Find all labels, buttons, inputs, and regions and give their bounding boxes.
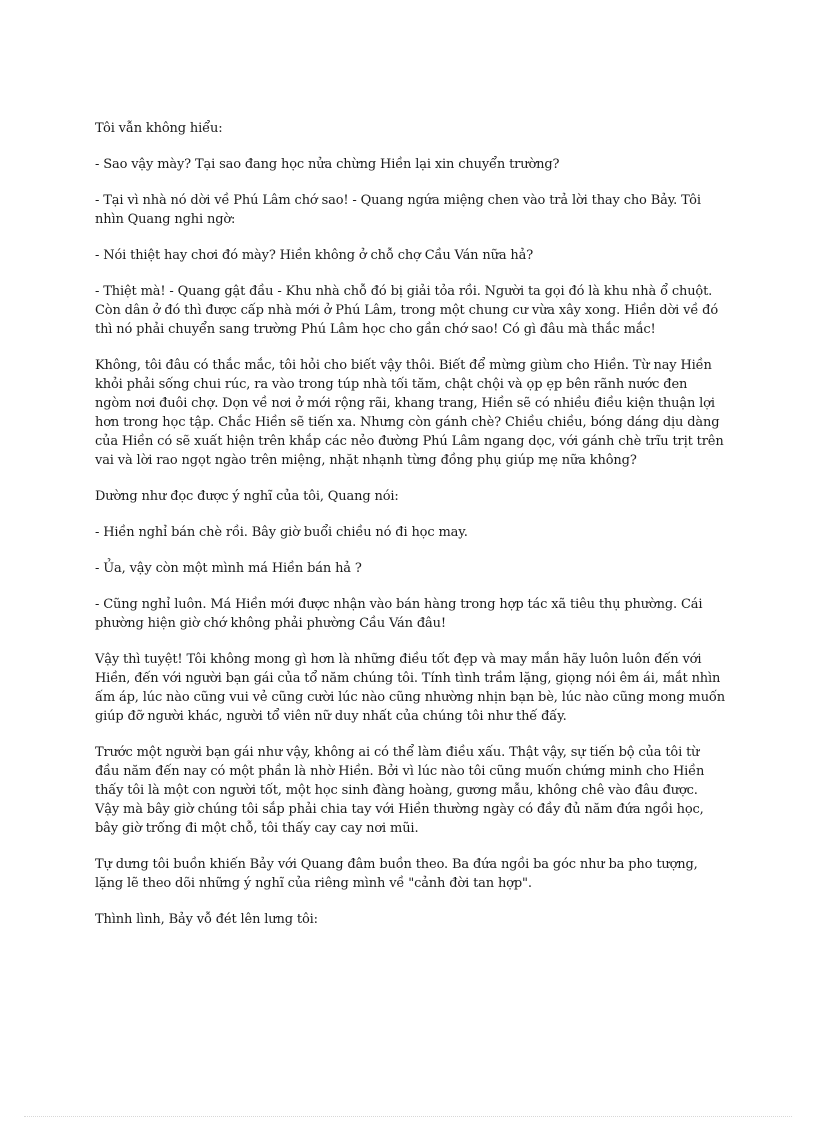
paragraph-9: - Ủa, vậy còn một mình má Hiền bán hả ?: [95, 561, 362, 576]
paragraph-2: - Sao vậy mày? Tại sao đang học nửa chừng Hiền lại xin chuyển trường?: [95, 157, 560, 172]
paragraph-7: Dường như đọc được ý nghĩ của tôi, Quang nói:: [95, 489, 399, 504]
paragraph-1: Tôi vẫn không hiểu:: [95, 121, 223, 136]
paragraph-10: - Cũng nghỉ luôn. Má Hiền mới được nhận vào bán hàng trong hợp tác xã tiêu thụ phường. Cái phường hiện giờ chớ không phải phường Cầu Ván đâu!: [95, 597, 703, 631]
paragraph-4: - Nói thiệt hay chơi đó mày? Hiền không ở chỗ chợ Cầu Ván nữa hả?: [95, 248, 534, 263]
paragraph-11: Vậy thì tuyệt! Tôi không mong gì hơn là những điều tốt đẹp và may mắn hãy luôn luôn đến với Hiền, đến với người bạn gái của tổ năm chúng tôi. Tính tình trầm lặng, giọng nói êm ái, mắt nhìn ấm áp, lúc nào cũng vui vẻ cũng cười lúc nào cũng nhường nhịn bạn bè, lúc nào cũng mong muốn giúp đỡ người khác, người tổ viên nữ duy nhất của chúng tôi như thế đấy.: [95, 652, 725, 724]
paragraph-8: - Hiền nghỉ bán chè rồi. Bây giờ buổi chiều nó đi học may.: [95, 525, 468, 540]
paragraph-5: - Thiệt mà! - Quang gật đầu - Khu nhà chỗ đó bị giải tỏa rồi. Người ta gọi đó là khu nhà ổ chuột. Còn dân ở đó thì được cấp nhà mới ở Phú Lâm, trong một chung cư vừa xây xong. Hiền dời về đó thì nó phải chuyển sang trường Phú Lâm học cho gần chớ sao! Có gì đâu mà thắc mắc!: [95, 284, 719, 337]
paragraph-14: Thình lình, Bảy vỗ đét lên lưng tôi:: [95, 912, 318, 927]
paragraph-13: Tự dưng tôi buồn khiến Bảy với Quang đâm buồn theo. Ba đứa ngồi ba góc như ba pho tượng, lặng lẽ theo dõi những ý nghĩ của riêng mình về "cảnh đời tan hợp".: [95, 857, 698, 891]
paragraph-3: - Tại vì nhà nó dời về Phú Lâm chớ sao! - Quang ngứa miệng chen vào trả lời thay cho Bảy. Tôi nhìn Quang nghi ngờ:: [95, 193, 701, 227]
page-bottom-divider: [24, 1116, 792, 1117]
document-body: [95, 119, 725, 946]
paragraph-12: Trước một người bạn gái như vậy, không ai có thể làm điều xấu. Thật vậy, sự tiến bộ của tôi từ đầu năm đến nay có một phần là nhờ Hiền. Bởi vì lúc nào tôi cũng muốn chứng minh cho Hiền thấy tôi là một con người tốt, một học sinh đàng hoàng, gương mẫu, không chê vào đâu được. Vậy mà bây giờ chúng tôi sắp phải chia tay với Hiền thường ngày có đầy đủ năm đứa ngồi học, bây giờ trống đi một chỗ, tôi thấy cay cay nơi mũi.: [95, 745, 705, 836]
paragraph-6: Không, tôi đâu có thắc mắc, tôi hỏi cho biết vậy thôi. Biết để mừng giùm cho Hiền. Từ nay Hiền khỏi phải sống chui rúc, ra vào trong túp nhà tối tăm, chật chội và ọp ẹp bên rãnh nước đen ngòm nơi đuôi chợ. Dọn về nơi ở mới rộng rãi, khang trang, Hiền sẽ có nhiều điều kiện thuận lợi hơn trong học tập. Chắc Hiền sẽ tiến xa. Nhưng còn gánh chè? Chiều chiều, bóng dáng dịu dàng của Hiền có sẽ xuất hiện trên khắp các nẻo đường Phú Lâm ngang dọc, với gánh chè trĩu trịt trên vai và lời rao ngọt ngào trên miệng, nhặt nhạnh từng đồng phụ giúp mẹ nữa không?: [95, 358, 724, 468]
